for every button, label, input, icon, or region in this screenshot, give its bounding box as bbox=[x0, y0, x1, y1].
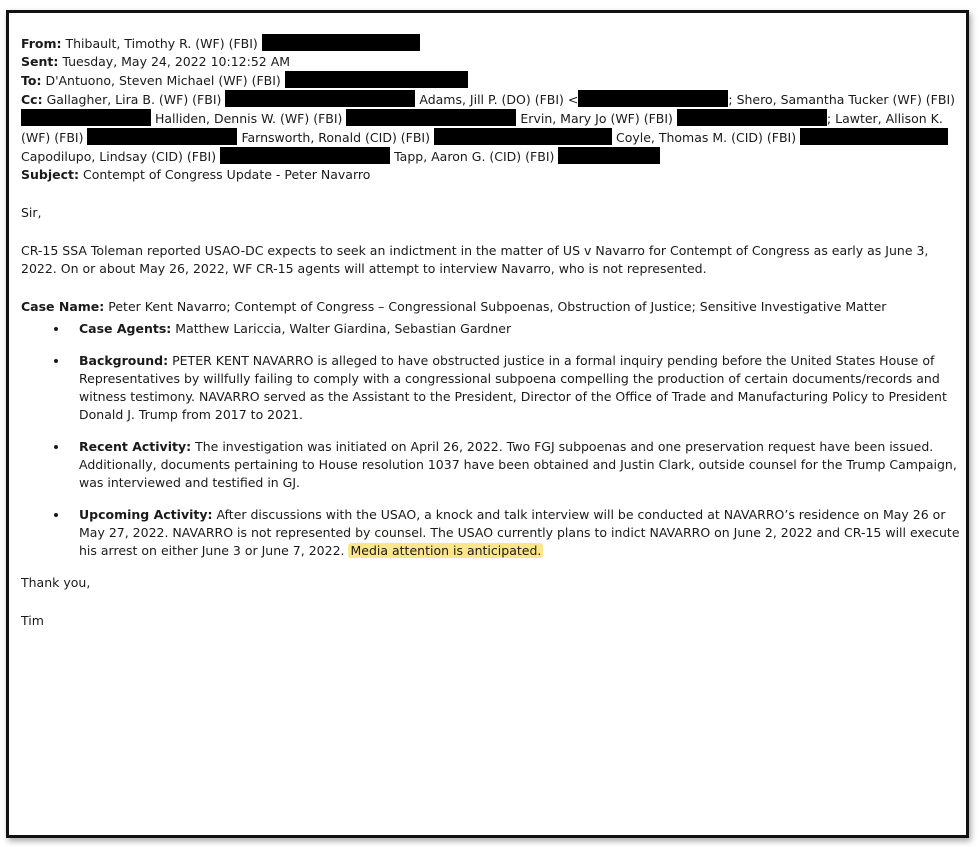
cc-recipient: Coyle, Thomas M. (CID) (FBI) bbox=[615, 130, 797, 145]
cc-recipient: Capodilupo, Lindsay (CID) (FBI) bbox=[21, 149, 217, 164]
list-item bbox=[69, 506, 961, 560]
sent-value: Tuesday, May 24, 2022 10:12:52 AM bbox=[62, 54, 291, 69]
greeting: Sir, bbox=[21, 205, 42, 220]
redaction-block bbox=[220, 147, 390, 164]
cc-recipient: ; Lawter, Allison K. (WF) (FBI) bbox=[21, 111, 943, 145]
case-details-list bbox=[21, 320, 961, 560]
email-body bbox=[9, 13, 961, 630]
bullet-label: Background: bbox=[79, 353, 169, 368]
cc-block bbox=[21, 90, 961, 166]
list-item bbox=[69, 352, 961, 424]
redaction-block bbox=[677, 109, 827, 126]
redaction-block bbox=[285, 71, 468, 88]
bullet-text: After discussions with the USAO, a knock and talk interview will be conducted at NAVARRO’s residence on May 26 or May 27, 2022. NAVARRO is not represented by counsel. The USAO currently plans to indict NAVARRO on June 2, 2022 and CR-15 will execute his arrest on either June 3 or June 7, 2022. bbox=[79, 507, 960, 558]
redaction-block bbox=[21, 109, 151, 126]
summary-paragraph: CR-15 SSA Toleman reported USAO-DC expects to seek an indictment in the matter of US v Navarro for Contempt of Congress as early as June 3, 2022. On or about May 26, 2022, WF CR-15 agents will attempt to interview Navarro, who is not represented. bbox=[21, 243, 929, 276]
from-value: Thibault, Timothy R. (WF) (FBI) bbox=[65, 36, 258, 51]
bullet-label: Case Agents: bbox=[79, 321, 172, 336]
redaction-block bbox=[87, 128, 237, 145]
bullet-label: Upcoming Activity: bbox=[79, 507, 213, 522]
from-label: From: bbox=[21, 36, 62, 51]
cc-recipient: (FBI) bbox=[525, 149, 555, 164]
list-item bbox=[69, 438, 961, 492]
redaction-block bbox=[800, 128, 948, 145]
list-item bbox=[69, 320, 961, 338]
to-label: To: bbox=[21, 73, 42, 88]
redaction-block bbox=[262, 34, 420, 51]
cc-recipient: Adams, Jill P. (DO) (FBI) < bbox=[419, 92, 579, 107]
case-name-label: Case Name: bbox=[21, 299, 105, 314]
sent-line bbox=[21, 53, 961, 71]
signature: Tim bbox=[21, 613, 44, 628]
cc-recipient: (WF) (FBI) bbox=[892, 92, 956, 107]
case-name-value: Peter Kent Navarro; Contempt of Congress – Congressional Subpoenas, Obstruction of Justice; Sensitive Investigative Matter bbox=[108, 299, 887, 314]
bullet-label: Recent Activity: bbox=[79, 439, 192, 454]
cc-recipient: Tapp, Aaron G. (CID) bbox=[394, 149, 522, 164]
cc-recipient: Gallagher, Lira B. (WF) (FBI) bbox=[46, 92, 222, 107]
cc-recipient: Halliden, Dennis W. (WF) (FBI) bbox=[154, 111, 343, 126]
redaction-block bbox=[346, 109, 516, 126]
subject-value: Contempt of Congress Update - Peter Navarro bbox=[82, 167, 371, 182]
redaction-block bbox=[225, 90, 415, 107]
to-line bbox=[21, 71, 961, 90]
from-line bbox=[21, 34, 961, 53]
subject-label: Subject: bbox=[21, 167, 79, 182]
bullet-text: Matthew Lariccia, Walter Giardina, Sebastian Gardner bbox=[175, 321, 512, 336]
redaction-block bbox=[578, 90, 728, 107]
highlighted-text: Media attention is anticipated. bbox=[350, 543, 542, 558]
redaction-block bbox=[558, 147, 660, 164]
subject-line bbox=[21, 166, 961, 184]
bullet-text: The investigation was initiated on April 26, 2022. Two FGJ subpoenas and one preservation request have been issued. Additionally, documents pertaining to House resolution 1037 have been obtained and Justin Clark, outside counsel for the Trump Campaign, was interviewed and testified in GJ. bbox=[79, 439, 957, 490]
cc-label: Cc: bbox=[21, 92, 43, 107]
cc-recipient: Farnsworth, Ronald (CID) (FBI) bbox=[241, 130, 430, 145]
to-value: D'Antuono, Steven Michael (WF) (FBI) bbox=[45, 73, 281, 88]
closing: Thank you, bbox=[21, 575, 91, 590]
redaction-block bbox=[434, 128, 612, 145]
cc-recipient: ; Shero, Samantha Tucker bbox=[728, 92, 889, 107]
cc-recipient: Ervin, Mary Jo (WF) (FBI) bbox=[520, 111, 673, 126]
document-frame bbox=[6, 10, 969, 838]
sent-label: Sent: bbox=[21, 54, 59, 69]
email-header bbox=[21, 34, 961, 184]
case-name-line bbox=[21, 298, 961, 316]
bullet-text: PETER KENT NAVARRO is alleged to have obstructed justice in a formal inquiry pending before the United States House of Representatives by willfully failing to comply with a congressional subpoena compelling the production of certain documents/records and witness testimony. NAVARRO served as the Assistant to the President, Director of the Office of Trade and Manufacturing Policy to President Donald J. Trump from 2017 to 2021. bbox=[79, 353, 947, 422]
